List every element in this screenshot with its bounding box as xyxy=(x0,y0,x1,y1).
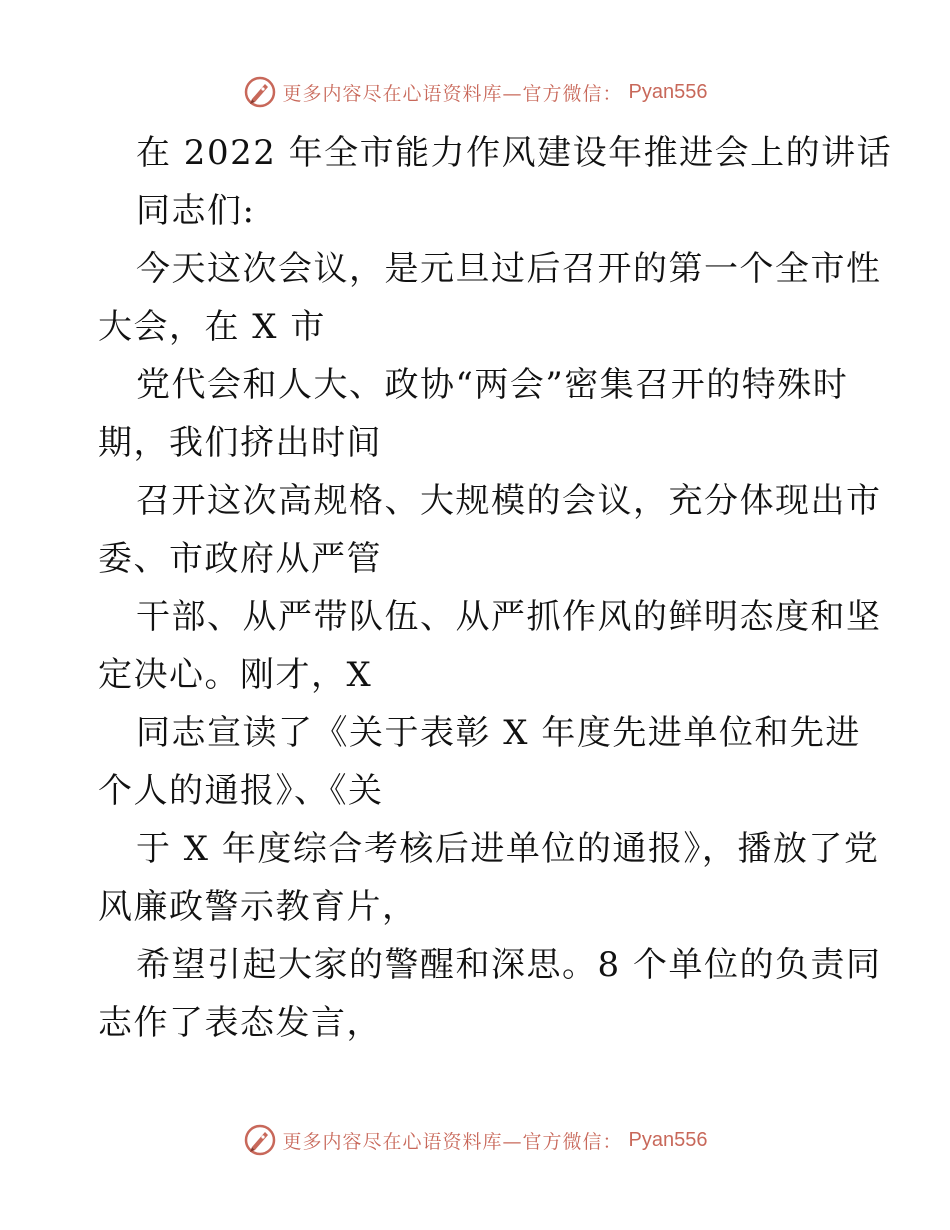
pen-nib-logo-icon xyxy=(243,75,277,109)
document-title: 在 2022 年全市能力作风建设年推进会上的讲话 xyxy=(136,133,893,173)
watermark-text: 更多内容尽在心语资料库—官方微信： xyxy=(282,82,623,105)
text-line: 召开这次高规格、大规模的会议，充分体现出市 xyxy=(136,481,882,521)
watermark-account: Pyan556 xyxy=(628,1128,708,1151)
text-line: 干部、从严带队伍、从严抓作风的鲜明态度和坚 xyxy=(136,597,882,637)
text-line: 志作了表态发言， xyxy=(98,1003,382,1043)
salutation: 同志们: xyxy=(136,191,256,231)
text-line: 希望引起大家的警醒和深思。8 个单位的负责同 xyxy=(136,945,882,985)
text-line: 定决心。刚才，X xyxy=(98,655,373,695)
text-line: 大会，在 X 市 xyxy=(98,307,326,347)
watermark-account: Pyan556 xyxy=(628,80,708,103)
text-line: 风廉政警示教育片， xyxy=(98,887,418,927)
text-line: 今天这次会议，是元旦过后召开的第一个全市性 xyxy=(136,249,882,289)
footer-watermark xyxy=(0,1120,950,1160)
pen-nib-logo-icon xyxy=(243,1123,277,1157)
text-line: 于 X 年度综合考核后进单位的通报》，播放了党 xyxy=(136,829,880,869)
text-line: 委、市政府从严管 xyxy=(98,539,382,579)
text-line: 党代会和人大、政协“两会”密集召开的特殊时 xyxy=(136,365,849,405)
text-line: 同志宣读了《关于表彰 X 年度先进单位和先进 xyxy=(136,713,861,753)
text-line: 期，我们挤出时间 xyxy=(98,423,382,463)
text-line: 个人的通报》、《关 xyxy=(98,771,384,811)
document-body xyxy=(98,124,893,1052)
header-watermark xyxy=(0,72,950,112)
watermark-text: 更多内容尽在心语资料库—官方微信： xyxy=(282,1130,623,1153)
